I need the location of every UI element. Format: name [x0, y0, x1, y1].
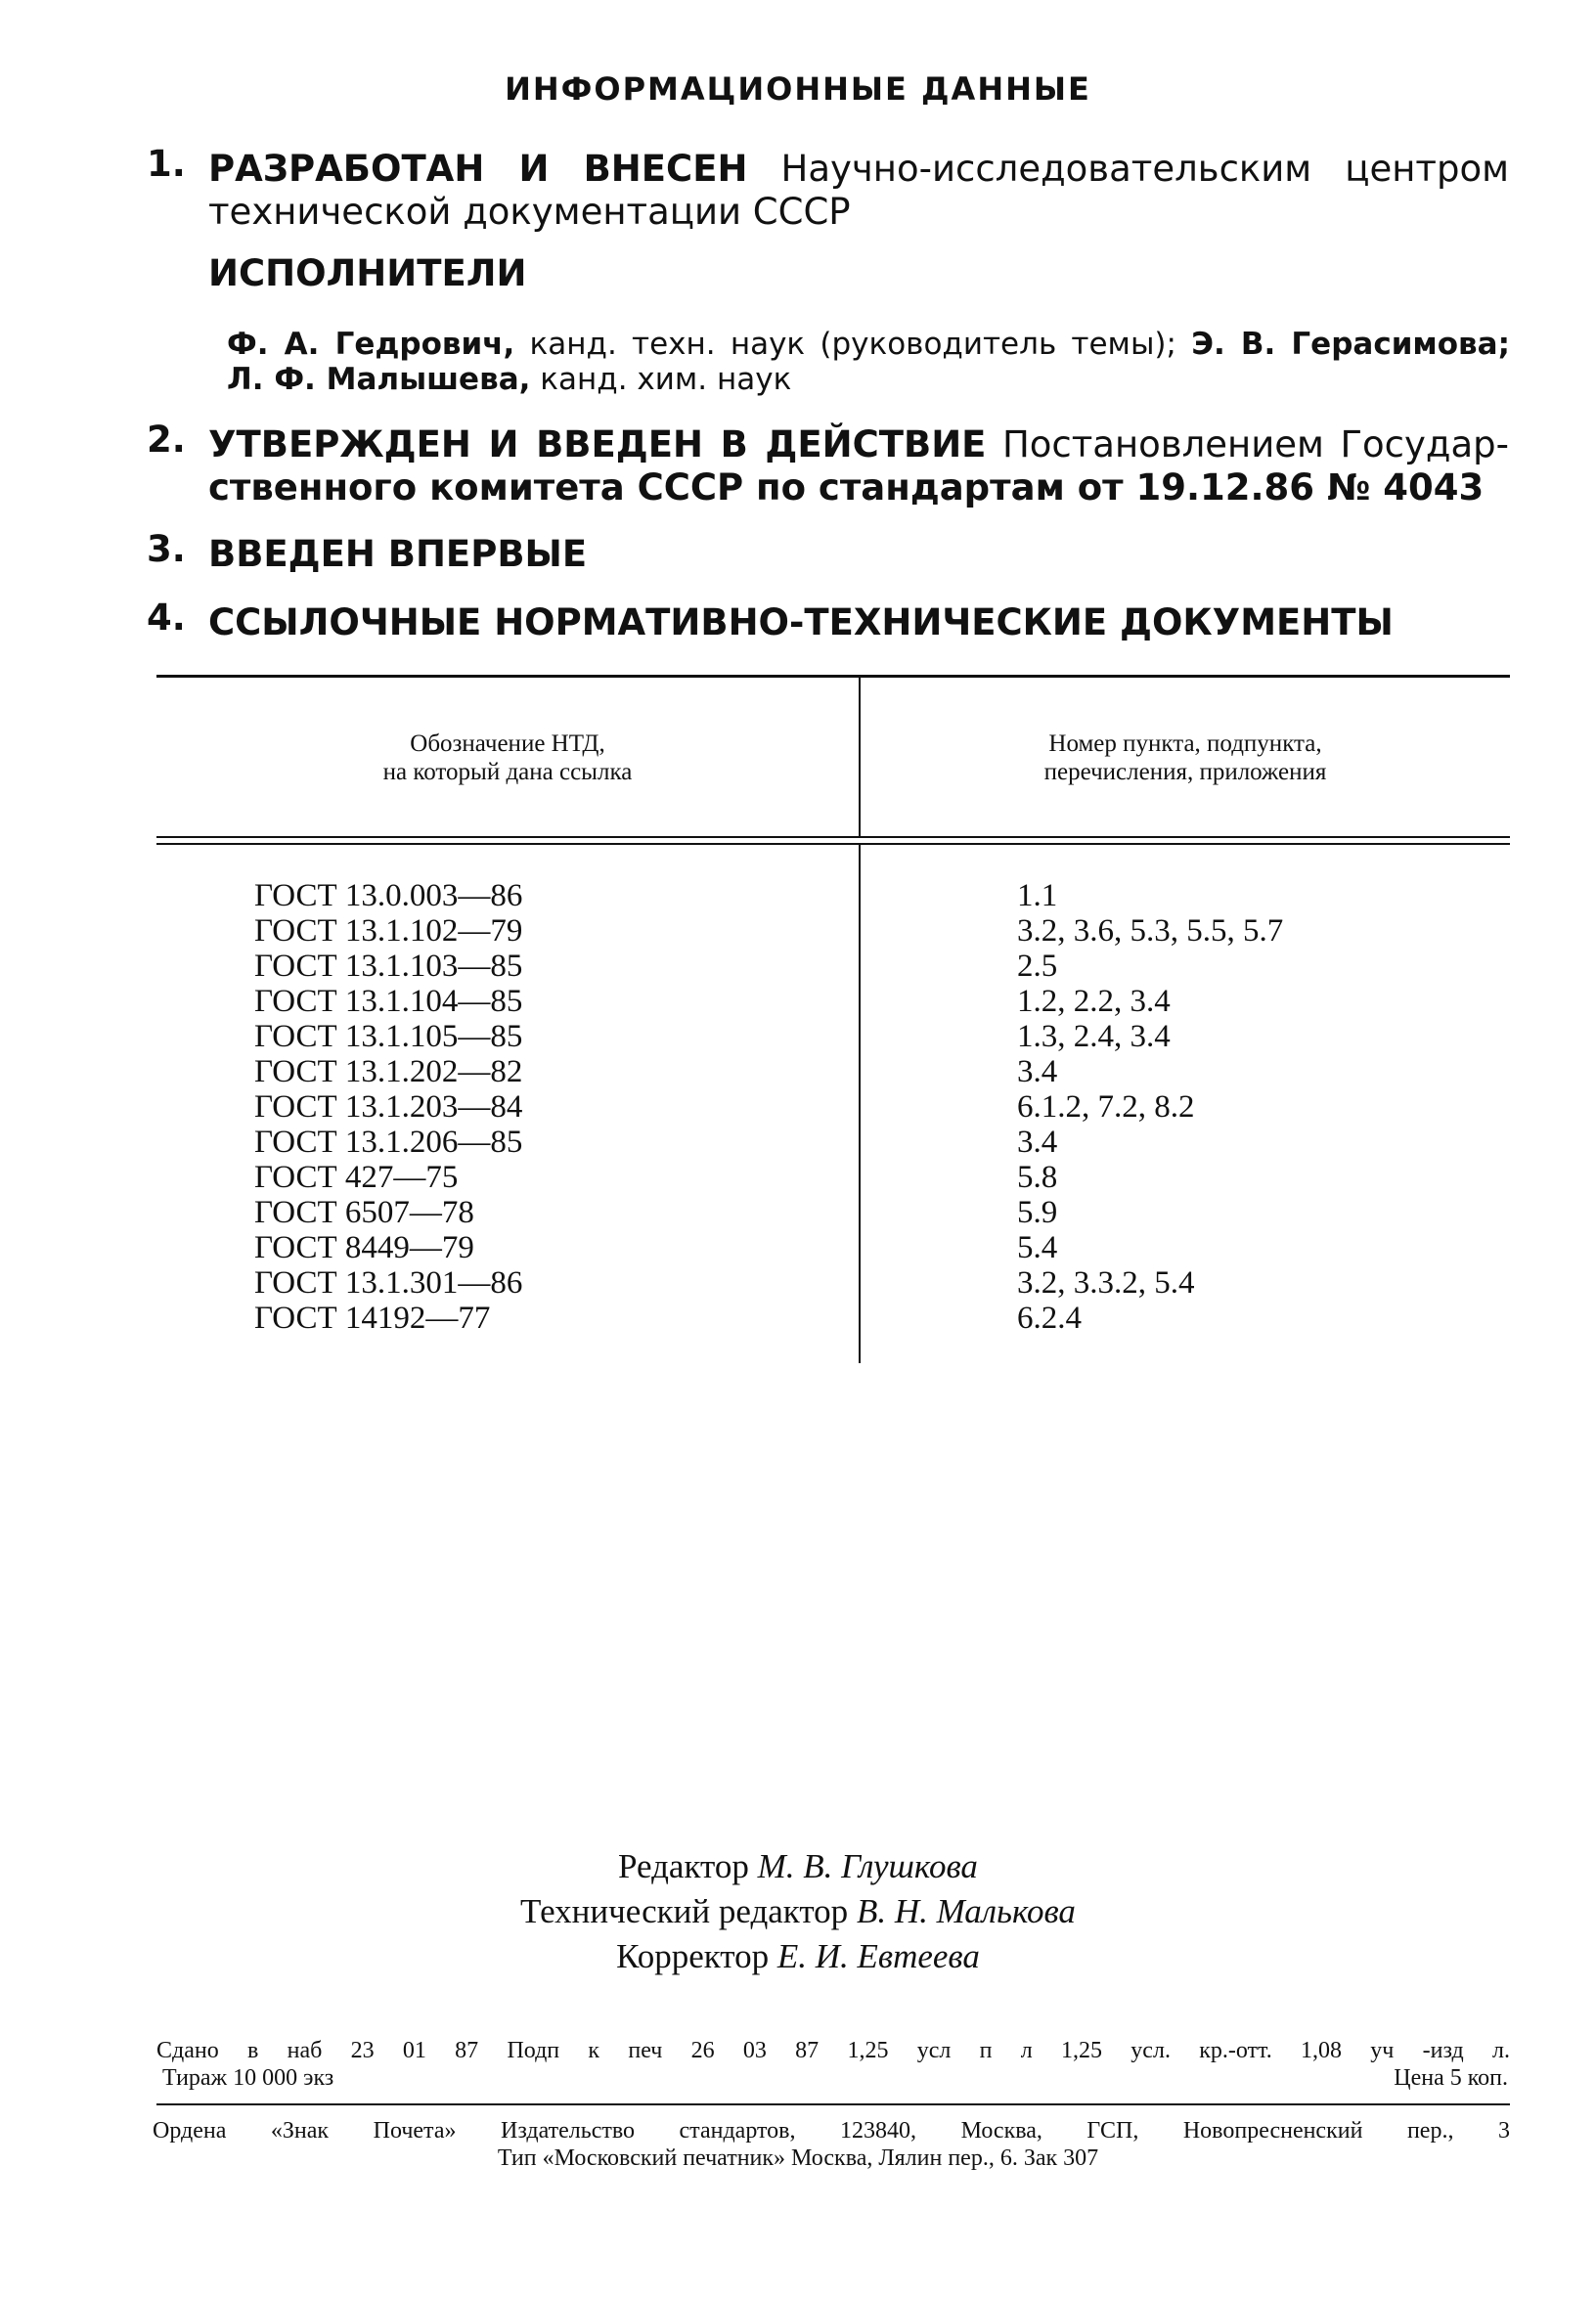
col1-header: [156, 729, 859, 786]
table-cell-reference: 5.8: [1017, 1160, 1058, 1195]
col2-header-line1: Номер пункта, подпункта,: [1048, 730, 1322, 757]
section-2-title: УТВЕРЖДЕН И ВВЕДЕН В ДЕЙСТВИЕ: [208, 423, 987, 465]
table-header-rule-1: [156, 836, 1510, 838]
table-cell-reference: 3.2, 3.6, 5.3, 5.5, 5.7: [1017, 913, 1284, 949]
col1-header-line1: Обозначение НТД,: [410, 730, 605, 757]
table-header-rule-2: [156, 843, 1510, 845]
col2-header: [861, 729, 1510, 786]
table-body-divider: [859, 845, 861, 1363]
table-cell-document: ГОСТ 13.0.003—86: [254, 878, 523, 913]
imprint-price: Цена 5 коп.: [1394, 2065, 1508, 2091]
imprint-line-1: Сдано в наб 23 01 87 Подп к печ 26 03 87 1,25 усл п л 1,25 усл. кр.-отт. 1,08 уч -изд л.: [156, 2038, 1510, 2063]
section-3-title: ВВЕДЕН ВПЕРВЫЕ: [208, 533, 588, 575]
table-cell-reference: 3.4: [1017, 1054, 1058, 1089]
table-top-rule: [156, 675, 1510, 678]
imprint-printer: Тип «Московский печатник» Москва, Лялин пер., 6. Зак 307: [497, 2145, 1099, 2171]
section-1-text: Научно-исследовательским центром: [780, 148, 1509, 190]
section-2-line2: ственного комитета СССР по стандартам от 19.12.86 № 4043: [208, 466, 1485, 508]
tech-editor-label: Технический редактор: [520, 1892, 849, 1930]
col1-header-line2: на который дана ссылка: [382, 759, 633, 785]
table-cell-document: ГОСТ 13.1.104—85: [254, 984, 523, 1019]
table-cell-document: ГОСТ 6507—78: [254, 1195, 474, 1230]
corrector-line: [0, 1934, 1596, 1979]
table-cell-document: ГОСТ 13.1.105—85: [254, 1019, 523, 1054]
table-cell-document: ГОСТ 13.1.203—84: [254, 1089, 523, 1125]
section-2-text: Постановлением Государ-: [1001, 423, 1509, 465]
section-4-number: 4.: [147, 597, 186, 639]
table-cell-reference: 6.2.4: [1017, 1301, 1082, 1336]
tech-editor-name: В. Н. Малькова: [856, 1892, 1076, 1930]
imprint-publisher: Ордена «Знак Почета» Издательство стандартов, 123840, Москва, ГСП, Новопресненский пер., 3: [153, 2118, 1510, 2144]
contributor-3-name: Л. Ф. Малышева,: [227, 362, 531, 397]
table-cell-document: ГОСТ 13.1.103—85: [254, 949, 523, 984]
table-cell-document: ГОСТ 13.1.102—79: [254, 913, 523, 949]
table-cell-document: ГОСТ 13.1.301—86: [254, 1265, 523, 1301]
table-cell-document: ГОСТ 427—75: [254, 1160, 459, 1195]
section-2-number: 2.: [147, 419, 186, 461]
contributors-line2: [227, 358, 1510, 401]
table-cell-reference: 1.1: [1017, 878, 1058, 913]
corrector-name: Е. И. Евтеева: [776, 1937, 980, 1975]
table-cell-reference: 5.4: [1017, 1230, 1058, 1265]
section-1-title: РАЗРАБОТАН И ВНЕСЕН: [208, 148, 748, 190]
page-title: ИНФОРМАЦИОННЫЕ ДАННЫЕ: [505, 70, 1091, 108]
table-cell-reference: 3.2, 3.3.2, 5.4: [1017, 1265, 1195, 1301]
table-cell-reference: 3.4: [1017, 1125, 1058, 1160]
contributor-3-role: канд. хим. наук: [540, 362, 792, 397]
contributor-2-name: Э. В. Герасимова;: [1191, 327, 1510, 362]
table-cell-document: ГОСТ 14192—77: [254, 1301, 491, 1336]
table-cell-reference: 1.2, 2.2, 3.4: [1017, 984, 1171, 1019]
editor-name: М. В. Глушкова: [757, 1847, 978, 1885]
table-cell-reference: 2.5: [1017, 949, 1058, 984]
table-cell-reference: 1.3, 2.4, 3.4: [1017, 1019, 1171, 1054]
table-cell-reference: 6.1.2, 7.2, 8.2: [1017, 1089, 1195, 1125]
col2-header-line2: перечисления, приложения: [1043, 759, 1327, 785]
corrector-label: Корректор: [616, 1937, 770, 1975]
references-column: [1017, 878, 1283, 1336]
section-1-number: 1.: [147, 143, 186, 185]
section-4-title: ССЫЛОЧНЫЕ НОРМАТИВНО-ТЕХНИЧЕСКИЕ ДОКУМЕНТЫ: [208, 601, 1394, 643]
table-cell-document: ГОСТ 8449—79: [254, 1230, 474, 1265]
table-cell-reference: 5.9: [1017, 1195, 1058, 1230]
imprint-rule: [156, 2103, 1510, 2105]
contributors-title: ИСПОЛНИТЕЛИ: [208, 252, 527, 294]
documents-column: [254, 878, 522, 1336]
table-cell-document: ГОСТ 13.1.202—82: [254, 1054, 523, 1089]
contributor-1-name: Ф. А. Гедрович,: [227, 327, 515, 362]
section-3-number: 3.: [147, 528, 186, 570]
editor-label: Редактор: [618, 1847, 749, 1885]
editor-line: [0, 1844, 1596, 1889]
contributor-1-role: канд. техн. наук (руководитель темы);: [529, 327, 1176, 362]
imprint-circulation: Тираж 10 000 экз: [162, 2065, 334, 2091]
tech-editor-line: [0, 1889, 1596, 1934]
section-1-line2: технической документации СССР: [208, 191, 851, 233]
table-cell-document: ГОСТ 13.1.206—85: [254, 1125, 523, 1160]
